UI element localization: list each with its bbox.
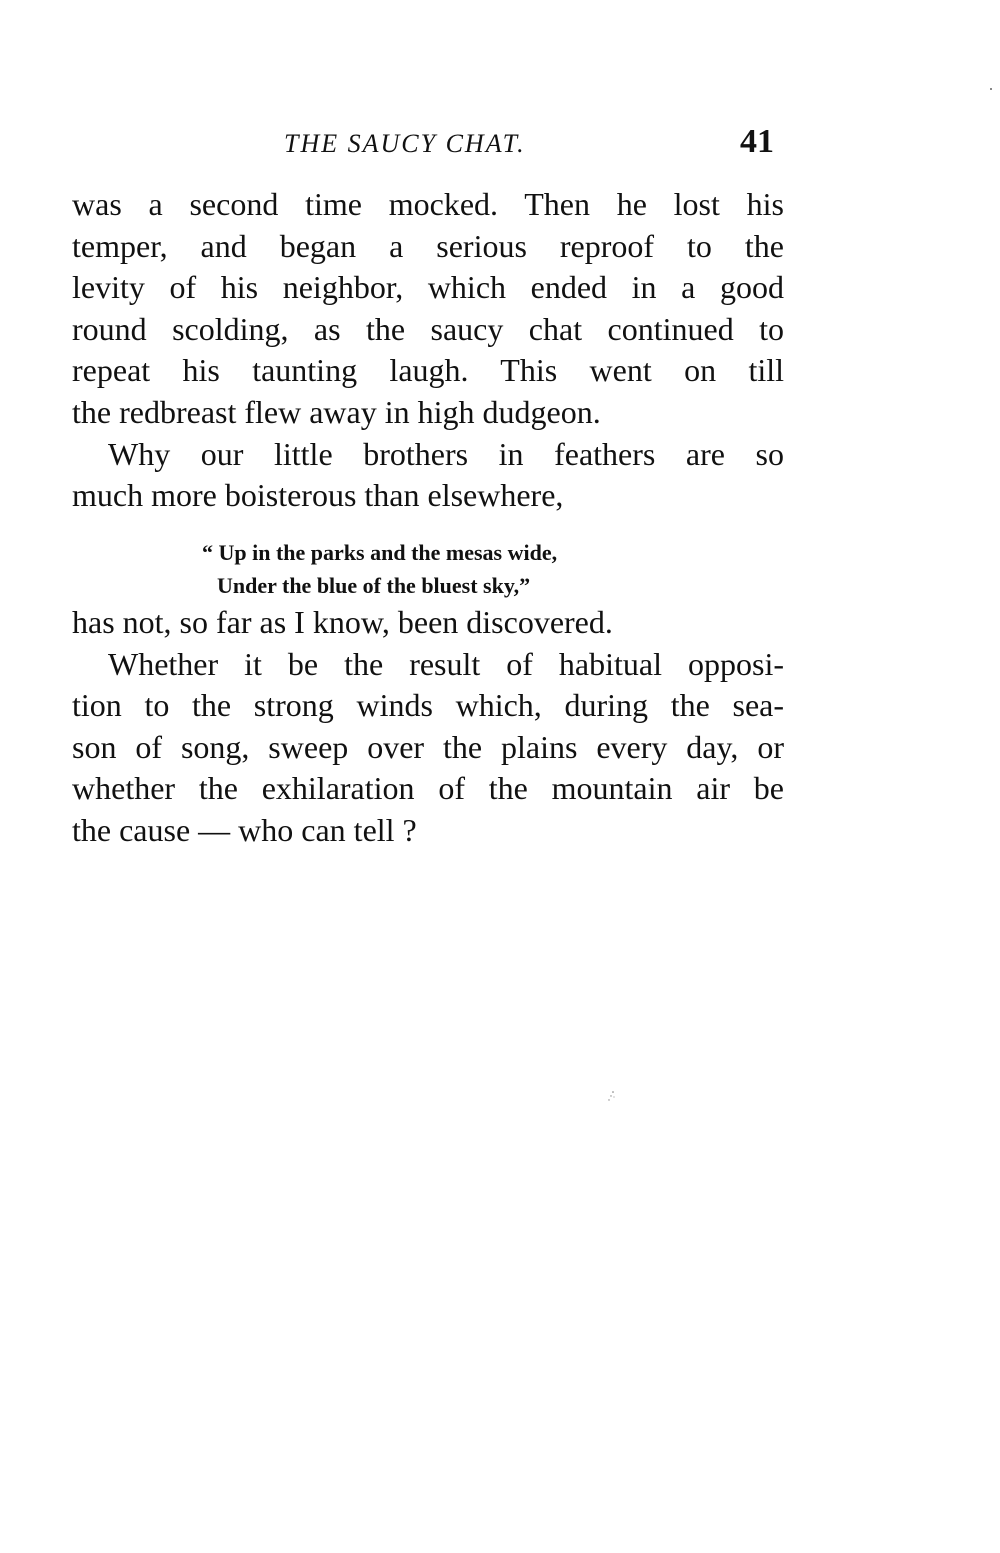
page-number: 41 [740, 123, 774, 160]
verse-line: Under the blue of the bluest sky,” [217, 573, 531, 598]
text-line: levity of his neighbor, which ended in a good [72, 269, 784, 306]
text-line: the cause — who can tell ? [72, 811, 417, 848]
text-line: the redbreast flew away in high dudgeon. [72, 393, 601, 430]
text-line: repeat his taunting laugh. This went on till [72, 352, 784, 389]
verse-quote [202, 536, 557, 602]
text-line: whether the exhilaration of the mountain air be [72, 770, 784, 807]
ink-speck [606, 1090, 616, 1104]
text-line: Why our little brothers in feathers are so [108, 435, 784, 472]
text-line: was a second time mocked. Then he lost his [72, 186, 784, 222]
text-line: round scolding, as the saucy chat continued to [72, 310, 784, 347]
verse-line: “ Up in the parks and the mesas wide, [202, 540, 558, 565]
text-line: temper, and began a serious reproof to the [72, 227, 784, 264]
text-line: tion to the strong winds which, during the sea- [72, 687, 784, 724]
text-block-lower [72, 602, 784, 852]
text-line: Whether it be the result of habitual opposi- [108, 645, 784, 682]
text-line: much more boisterous than elsewhere, [72, 477, 564, 514]
running-title: THE SAUCY CHAT. [284, 129, 526, 158]
edge-mark [990, 88, 992, 90]
text-line: has not, so far as I know, been discovered. [72, 604, 613, 640]
text-line: son of song, sweep over the plains every day, or [72, 728, 784, 765]
text-block-upper [72, 184, 784, 517]
